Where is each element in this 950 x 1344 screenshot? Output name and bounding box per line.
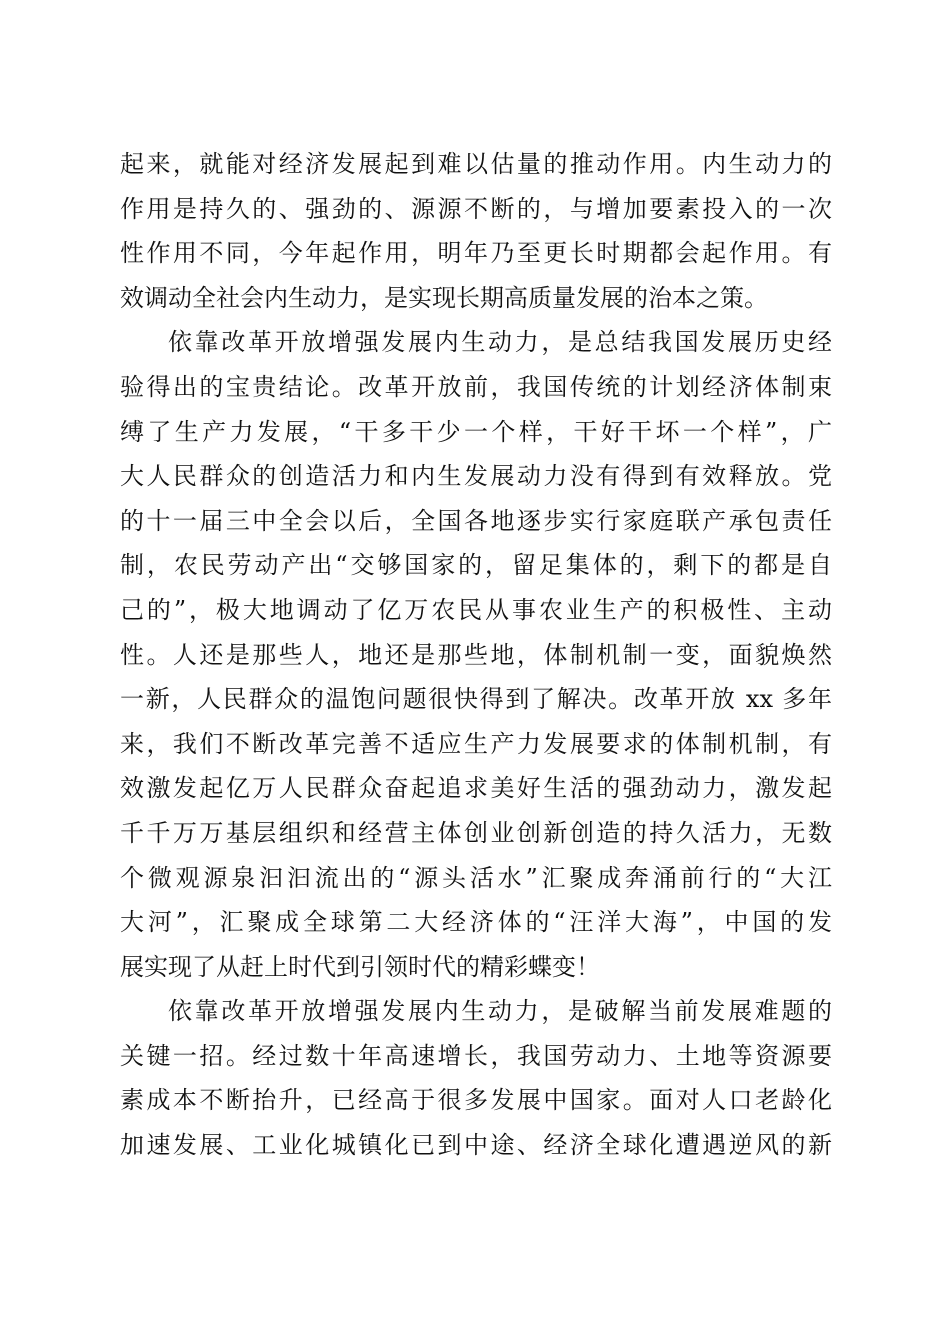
text-line: 起来，就能对经济发展起到难以估量的推动作用。内生动力的: [120, 150, 832, 178]
body-text: [120, 142, 832, 1168]
text-line: 展实现了从赶上时代到引领时代的精彩蝶变！: [120, 952, 600, 981]
text-line: 效激发起亿万人民群众奋起追求美好生活的强劲动力，激发起: [120, 774, 832, 803]
text-line: 性。人还是那些人，地还是那些地，体制机制一变，面貌焕然: [120, 640, 832, 669]
text-line: 千千万万基层组织和经营主体创业创新创造的持久活力，无数: [120, 818, 832, 847]
text-line: 缚了生产力发展，“干多干少一个样，干好干坏一个样”，广: [120, 417, 832, 446]
paragraph-first-line: 依靠改革开放增强发展内生动力，是总结我国发展历史经: [168, 328, 832, 357]
text-line: 作用是持久的、强劲的、源源不断的，与增加要素投入的一次: [120, 194, 832, 223]
text-line: 性作用不同，今年起作用，明年乃至更长时期都会起作用。有: [120, 239, 832, 268]
text-line: 大河”，汇聚成全球第二大经济体的“汪洋大海”，中国的发: [120, 908, 832, 937]
text-line: 己的”，极大地调动了亿万农民从事农业生产的积极性、主动: [120, 595, 832, 624]
text-line: 个微观源泉汩汩流出的“源头活水”汇聚成奔涌前行的“大江: [120, 863, 832, 892]
text-line: 大人民群众的创造活力和内生发展动力没有得到有效释放。党: [120, 462, 832, 491]
text-line: 制，农民劳动产出“交够国家的，留足集体的，剩下的都是自: [120, 551, 832, 580]
text-line: 关键一招。经过数十年高速增长，我国劳动力、土地等资源要: [120, 1041, 832, 1070]
text-line: 的十一届三中全会以后，全国各地逐步实行家庭联产承包责任: [120, 506, 832, 535]
text-line: 效调动全社会内生动力，是实现长期高质量发展的治本之策。: [120, 283, 768, 312]
text-line: 素成本不断抬升，已经高于很多发展中国家。面对人口老龄化: [120, 1086, 832, 1115]
text-line: 加速发展、工业化城镇化已到中途、经济全球化遭遇逆风的新: [120, 1131, 832, 1160]
paragraph-first-line: 依靠改革开放增强发展内生动力，是破解当前发展难题的: [168, 997, 832, 1026]
text-line: 验得出的宝贵结论。改革开放前，我国传统的计划经济体制束: [120, 372, 832, 401]
text-line: 来，我们不断改革完善不适应生产力发展要求的体制机制，有: [120, 729, 832, 758]
text-line: 一新，人民群众的温饱问题很快得到了解决。改革开放 xx 多年: [120, 685, 832, 714]
